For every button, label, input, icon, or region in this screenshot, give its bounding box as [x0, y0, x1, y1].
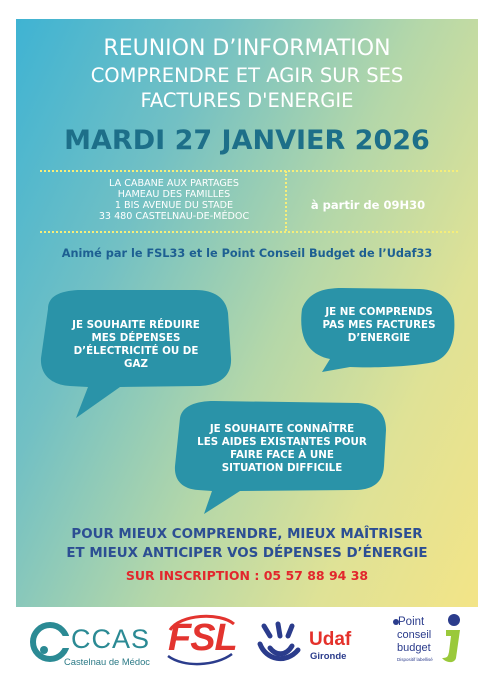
information-icon [436, 612, 466, 664]
registration-phone: SUR INSCRIPTION : 05 57 88 94 38 [125, 568, 369, 583]
bubble-bottom-line: JE SOUHAITE CONNAÎTRE [209, 423, 355, 435]
hosted-by-text: Animé par le FSL33 et le Point Conseil Budget de l’Udaf33 [61, 247, 433, 260]
bubble-bottom-line: LES AIDES EXISTANTES POUR [197, 436, 367, 448]
slogan-line-1: POUR MIEUX COMPRENDRE, MIEUX MAÎTRISER [71, 527, 423, 542]
bubble-right-line: D’ENERGIE [347, 332, 411, 344]
title-line-3: FACTURES D'ENERGIE [140, 89, 354, 112]
bubble-left-line: MES DÉPENSES [91, 332, 181, 344]
pcb-small-text: Dispositif labellisé [397, 657, 433, 662]
event-date: MARDI 27 JANVIER 2026 [64, 125, 430, 156]
udaf-subtitle: Gironde [310, 651, 347, 662]
venue-line: 1 BIS AVENUE DU STADE [114, 200, 234, 211]
venue-line: 33 480 CASTELNAU-DE-MÉDOC [98, 211, 250, 222]
title-line-2: COMPRENDRE ET AGIR SUR SES [90, 64, 404, 87]
ccas-name: CCAS [71, 624, 151, 654]
udaf-name: Udaf [309, 629, 352, 650]
ccas-subtitle: Castelnau de Médoc [64, 656, 150, 667]
title-line-1: REUNION D’INFORMATION [103, 36, 391, 61]
fsl-name: FSL [168, 617, 237, 659]
udaf-people-icon [256, 620, 306, 666]
pcb-line-3: budget [397, 642, 431, 654]
bubble-left-line: JE SOUHAITE RÉDUIRE [72, 319, 200, 331]
bubble-left-line: D’ÉLECTRICITÉ OU DE [73, 345, 199, 357]
bubble-left-line: GAZ [124, 358, 148, 370]
bubble-right-line: JE NE COMPRENDS [325, 306, 433, 318]
venue-line: LA CABANE AUX PARTAGES [109, 178, 239, 189]
bubble-bottom-line: SITUATION DIFFICILE [221, 462, 343, 474]
start-time: à partir de 09H30 [310, 198, 426, 212]
pcb-line-1: Point [398, 616, 425, 628]
bubble-right-line: PAS MES FACTURES [322, 319, 436, 331]
pcb-line-2: conseil [397, 629, 432, 641]
slogan-line-2: ET MIEUX ANTICIPER VOS DÉPENSES D’ÉNERGIE [66, 546, 428, 561]
venue-line: HAMEAU DES FAMILLES [117, 189, 231, 200]
bubble-bottom-line: FAIRE FACE À UNE [230, 449, 334, 461]
